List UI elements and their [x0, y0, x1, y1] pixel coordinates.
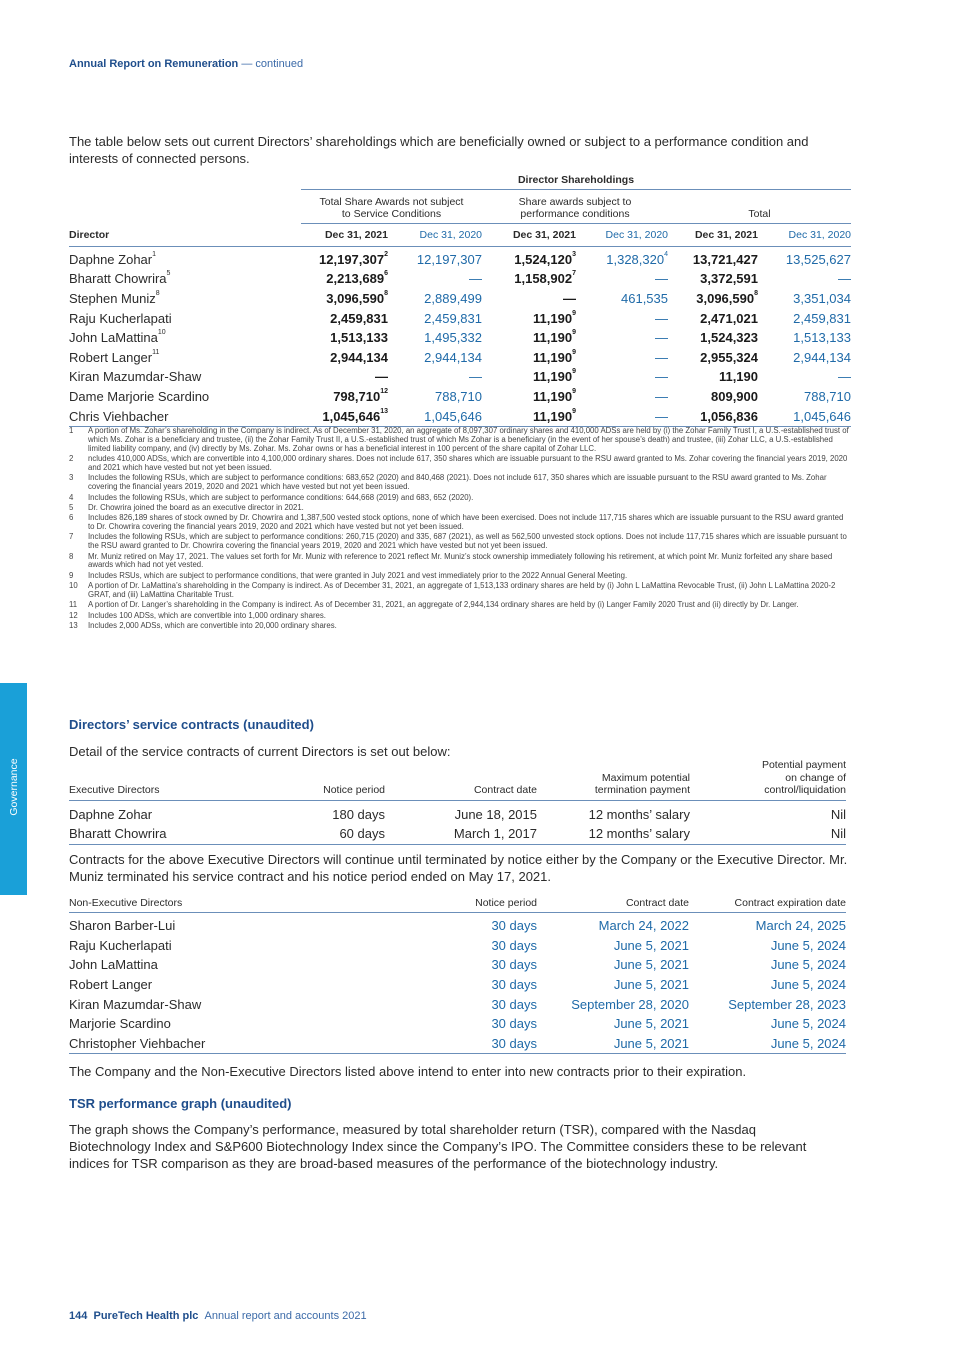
exec-header-max: Maximum potential termination payment [537, 759, 690, 800]
awards-2020-value: 2,944,134 [424, 349, 482, 365]
footnote-ref: 12 [380, 388, 388, 396]
footnote-text: A portion of Dr. Langer’s shareholding in the Company is indirect. As of December 31, 2021, an aggregate of 2,944,134 ordinary shares are held by (i) Langer Family 2020 Trust and (ii) directly by Dr. Langer. [88, 600, 799, 610]
contract-date: June 5, 2021 [613, 957, 689, 973]
awards-2021-value: 1,045,646 [322, 408, 381, 424]
shareholdings-table [69, 170, 851, 427]
director-name-value: John LaMattina [69, 330, 158, 346]
non-executive-contract-row [69, 975, 846, 995]
performance-2021-value: 11,190 [533, 369, 573, 385]
total-2020 [758, 289, 851, 309]
shareholding-row [69, 348, 851, 368]
max-termination-payment: 12 months’ salary [537, 824, 690, 844]
performance-2020 [576, 246, 668, 269]
footnote [69, 553, 851, 571]
awards-2021-value: 2,213,689 [326, 271, 385, 287]
awards-2020-value: 1,495,332 [424, 330, 482, 346]
footnote [69, 612, 851, 621]
non-executive-contract-row [69, 955, 846, 975]
shareholding-row [69, 387, 851, 407]
total-2020-value: 2,459,831 [793, 310, 851, 326]
non-executive-name: John LaMattina [69, 957, 158, 973]
total-2020 [758, 308, 851, 328]
side-tab-label: Governance [8, 758, 20, 816]
footnote-text: Includes the following RSUs, which are subject to performance conditions: 260,715 (2020) and 335, 687 (2021), as well as 562,500 unvested stock options. Does not include 117,715 shares which are issuable pursuant to the RSU award granted to Dr. Chowrira covering the financial years 2019, 2020 and 2021 which have vested but not yet been issued. [88, 532, 847, 551]
shareholding-row [69, 269, 851, 289]
performance-2021 [482, 308, 576, 328]
footnote [69, 622, 851, 631]
director-name [69, 289, 301, 309]
footnote-number: 1 [69, 426, 74, 435]
col-date: Dec 31, 2021 [301, 224, 388, 247]
director-name [69, 246, 301, 269]
total-2021-value: 2,471,021 [700, 310, 758, 326]
awards-2021 [301, 328, 388, 348]
executive-name: Daphne Zohar [69, 806, 153, 822]
contract-expiration-date: June 5, 2024 [770, 977, 846, 993]
performance-2021-value: 11,190 [533, 330, 573, 346]
footnotes [69, 427, 851, 632]
total-2020 [758, 367, 851, 387]
awards-2020 [388, 328, 482, 348]
change-of-control-payment: Nil [830, 806, 846, 822]
notice-period: 180 days [332, 806, 385, 822]
footer-company: PureTech Health plc [93, 1310, 199, 1322]
executive-contract-row [69, 824, 846, 844]
awards-2021-value: 2,944,134 [330, 349, 388, 365]
footnote-ref: 9 [572, 309, 576, 317]
awards-2021 [301, 269, 388, 289]
nonexec-header-notice: Notice period [389, 897, 537, 913]
nonexec-header-expiration: Contract expiration date [689, 897, 846, 913]
footnote-text: Includes 826,189 shares of stock owned by Dr. Chowrira and 1,387,500 vested stock options, none of which have been exercised. Does not include 117,715 shares which are issuable pursuant to the RSU award granted to Dr. Chowrira covering the financial years 2019, 2020 and 2021 which have vested but not yet been issued. [88, 513, 844, 532]
footnote-number: 7 [69, 532, 74, 542]
footnote-number: 3 [69, 473, 74, 483]
notice-period: 30 days [491, 977, 537, 993]
performance-2020-value: — [655, 408, 668, 424]
footnote-text: Includes 100 ADSs, which are convertible into 1,000 ordinary shares. [88, 610, 326, 620]
footnote-text: A portion of Dr. LaMattina’s shareholding in the Company is indirect. As of December 31, 2021, an aggregate of 1,513,133 ordinary shares are held by (i) John L LaMattina Revocable Trust, (ii) John L LaMattina 2020-2 GRAT, and (iii) LaMattina Charitable Trust. [88, 581, 836, 599]
exec-header-date: Contract date [385, 759, 537, 800]
total-2020-value: 2,944,134 [793, 349, 851, 365]
performance-2020 [576, 328, 668, 348]
non-executive-name: Raju Kucherlapati [69, 937, 172, 953]
col-group-performance: Share awards subject to performance conditions [482, 190, 668, 224]
contract-date: June 5, 2021 [613, 977, 689, 993]
performance-2020-value: 461,535 [621, 291, 668, 307]
contract-expiration-date: June 5, 2024 [770, 937, 846, 953]
awards-2021 [301, 406, 388, 426]
total-2021-value: 13,721,427 [692, 251, 758, 267]
notice-period: 30 days [491, 1016, 537, 1032]
contract-date: June 5, 2021 [613, 1016, 689, 1032]
awards-2020-value: 2,889,499 [424, 291, 482, 307]
shareholding-row [69, 289, 851, 309]
footnote-ref: 2 [384, 250, 388, 258]
contract-date: March 1, 2017 [385, 824, 537, 844]
director-name [69, 348, 301, 368]
footnote-ref: 7 [572, 270, 576, 278]
total-2020-value: — [838, 369, 851, 385]
director-name-value: Chris Viehbacher [69, 408, 169, 424]
running-header [69, 58, 303, 70]
performance-2021 [482, 289, 576, 309]
awards-2021 [301, 289, 388, 309]
contract-date: June 18, 2015 [454, 806, 537, 822]
performance-2020 [576, 269, 668, 289]
director-name [69, 269, 301, 289]
total-2021-value: 11,190 [718, 369, 758, 385]
awards-2020 [388, 308, 482, 328]
footnote-text: Includes 2,000 ADSs, which are convertible into 20,000 ordinary shares. [88, 620, 337, 630]
performance-2020-value: — [655, 369, 668, 385]
footnote [69, 504, 851, 513]
performance-2020 [576, 387, 668, 407]
footnote-ref: 4 [664, 250, 668, 258]
footnote-text: Includes the following RSUs, which are subject to performance conditions: 644,668 (2019) and 683, 652 (2020). [88, 492, 474, 502]
director-name-value: Bharatt Chowrira [69, 271, 167, 287]
executive-contracts-note: Contracts for the above Executive Directors will continue until terminated by notice either by the Company or the Executive Director. Mr. Muniz terminated his service contract and his notice period ended on May 17, 2021. [69, 852, 848, 884]
total-2021-value: 1,056,836 [700, 408, 758, 424]
footnote-number: 8 [69, 551, 74, 561]
footnote-ref: 9 [572, 329, 576, 337]
total-2021 [668, 367, 758, 387]
awards-2021 [301, 348, 388, 368]
performance-2020-value: 1,328,320 [606, 251, 665, 267]
total-2021 [668, 289, 758, 309]
footnote-number: 11 [69, 600, 78, 610]
awards-2020-value: 1,045,646 [424, 408, 482, 424]
service-contracts-heading: Directors’ service contracts (unaudited) [69, 717, 314, 732]
total-2021 [668, 406, 758, 426]
max-termination-payment: 12 months’ salary [588, 806, 690, 822]
performance-2021 [482, 246, 576, 269]
performance-2020-value: — [655, 271, 668, 287]
director-name [69, 406, 301, 426]
notice-period: 30 days [491, 937, 537, 953]
total-2020-value: 13,525,627 [785, 251, 851, 267]
director-name [69, 387, 301, 407]
total-2021-value: 3,096,590 [696, 291, 755, 307]
contract-date: September 28, 2020 [571, 996, 689, 1012]
non-executive-contract-row [69, 936, 846, 956]
footnote-ref: 11 [152, 348, 160, 356]
col-date: Dec 31, 2021 [482, 224, 576, 247]
director-name-value: Raju Kucherlapati [69, 310, 172, 326]
executive-contract-row [69, 800, 846, 824]
performance-2021-value: — [563, 291, 576, 307]
director-name [69, 367, 301, 387]
total-2021 [668, 269, 758, 289]
total-2020-value: 3,351,034 [793, 291, 851, 307]
executive-contracts-table [69, 759, 846, 845]
director-name [69, 328, 301, 348]
footnote-text: Includes the following RSUs, which are subject to performance conditions: 683,652 (2020) and 840,468 (2021). Does not include 617, 350 shares which are issuable pursuant to the RSU award granted to Ms. Zohar covering the financial years 2019, 2020 and 2021 which have vested but not yet been issued. [88, 473, 827, 492]
awards-2021-value: — [375, 369, 388, 385]
footnote [69, 455, 851, 473]
footnote [69, 601, 851, 610]
change-of-control-payment: Nil [690, 824, 846, 844]
shareholdings-intro: The table below sets out current Directors’ shareholdings which are beneficially owned or subject to a performance condition and interests of connected persons. [69, 134, 809, 166]
total-2020 [758, 406, 851, 426]
performance-2020 [576, 348, 668, 368]
footnote-ref: 10 [157, 329, 166, 337]
awards-2020-value: — [469, 271, 482, 287]
notice-period: 30 days [389, 1034, 537, 1054]
performance-2021-value: 11,190 [533, 310, 573, 326]
shareholding-row [69, 328, 851, 348]
non-executive-name: Robert Langer [69, 977, 153, 993]
footnote [69, 427, 851, 454]
col-group-service: Total Share Awards not subject to Service Conditions [301, 190, 482, 224]
service-contracts-intro: Detail of the service contracts of current Directors is set out below: [69, 744, 451, 759]
shareholding-row [69, 308, 851, 328]
tsr-heading: TSR performance graph (unaudited) [69, 1096, 292, 1111]
director-name-value: Daphne Zohar [69, 251, 153, 267]
awards-2021-value: 1,513,133 [330, 330, 388, 346]
executive-name: Bharatt Chowrira [69, 824, 279, 844]
total-2021-value: 3,372,591 [700, 271, 758, 287]
awards-2020-value: — [469, 369, 482, 385]
total-2020-value: 1,513,133 [793, 330, 851, 346]
performance-2021 [482, 328, 576, 348]
non-executive-contract-row [69, 913, 846, 936]
performance-2020-value: — [655, 349, 668, 365]
awards-2020 [388, 367, 482, 387]
footnote-number: 13 [69, 620, 78, 630]
group-title: Director Shareholdings [301, 170, 851, 190]
contract-expiration-date: March 24, 2025 [755, 918, 846, 934]
performance-2021-value: 11,190 [533, 349, 573, 365]
non-executive-name: Kiran Mazumdar-Shaw [69, 996, 202, 1012]
total-2021-value: 1,524,323 [700, 330, 758, 346]
total-2020-value: — [838, 271, 851, 287]
performance-2021-value: 11,190 [533, 408, 573, 424]
footnote-text: ncludes 410,000 ADSs, which are convertible into 4,100,000 ordinary shares. Does not include 617, 350 shares which are issuable pursuant to the RSU award granted to Ms. Zohar covering the financial years 2019, 2020 and 2021 which have vested but not yet been issued. [88, 454, 848, 473]
footnote-number: 12 [69, 610, 78, 620]
footnote [69, 572, 851, 581]
page-number: 144 [69, 1310, 88, 1322]
footnote-number: 10 [69, 581, 78, 591]
shareholding-row [69, 246, 851, 269]
total-2020 [758, 328, 851, 348]
footnote-ref: 8 [754, 290, 758, 298]
performance-2020 [576, 406, 668, 426]
director-name-value: Dame Marjorie Scardino [69, 389, 210, 405]
footnote-number: 6 [69, 513, 74, 523]
director-name-value: Kiran Mazumdar-Shaw [69, 369, 202, 385]
director-name-value: Stephen Muniz [69, 291, 156, 307]
performance-2021-value: 11,190 [533, 389, 573, 405]
footnote-number: 2 [69, 454, 74, 464]
contract-expiration-date: June 5, 2024 [689, 1034, 846, 1054]
director-name [69, 308, 301, 328]
non-executive-name: Christopher Viehbacher [69, 1034, 389, 1054]
contract-expiration-date: June 5, 2024 [770, 957, 846, 973]
notice-period: 30 days [491, 918, 537, 934]
footnote-ref: 8 [384, 290, 388, 298]
director-header: Director [69, 224, 301, 247]
total-2020 [758, 269, 851, 289]
awards-2021 [301, 367, 388, 387]
non-executive-contracts-table [69, 897, 846, 1054]
awards-2020-value: 12,197,307 [416, 251, 482, 267]
non-executive-contract-row [69, 1034, 846, 1054]
contract-date: June 5, 2021 [537, 1034, 689, 1054]
total-2020 [758, 246, 851, 269]
performance-2021-value: 1,158,902 [514, 271, 573, 287]
performance-2020-value: — [655, 389, 668, 405]
awards-2021 [301, 246, 388, 269]
footnote-ref: 1 [152, 250, 157, 258]
non-executive-name: Marjorie Scardino [69, 1016, 171, 1032]
col-date: Dec 31, 2021 [668, 224, 758, 247]
awards-2020-value: 2,459,831 [424, 310, 482, 326]
performance-2020 [576, 367, 668, 387]
awards-2021 [301, 308, 388, 328]
col-date: Dec 31, 2020 [576, 224, 668, 247]
total-2021 [668, 348, 758, 368]
awards-2021-value: 2,459,831 [330, 310, 388, 326]
awards-2021-value: 798,710 [333, 389, 381, 405]
performance-2020-value: — [655, 310, 668, 326]
nonexec-header-name: Non-Executive Directors [69, 897, 389, 913]
director-name-value: Robert Langer [69, 349, 153, 365]
performance-2021 [482, 367, 576, 387]
total-2020 [758, 348, 851, 368]
footnote-number: 9 [69, 570, 74, 580]
col-date: Dec 31, 2020 [388, 224, 482, 247]
footnote [69, 533, 851, 551]
performance-2021 [482, 348, 576, 368]
non-executive-contract-row [69, 1014, 846, 1034]
footnote [69, 494, 851, 503]
section-side-tab [0, 683, 27, 895]
awards-2020-value: 788,710 [435, 389, 482, 405]
exec-header-change: Potential payment on change of control/liquidation [690, 759, 846, 800]
awards-2020 [388, 348, 482, 368]
performance-2020 [576, 308, 668, 328]
running-header-section: Annual Report on Remuneration [69, 58, 239, 70]
performance-2021 [482, 269, 576, 289]
col-group-total: Total [668, 190, 851, 224]
footer-document: Annual report and accounts 2021 [204, 1310, 367, 1322]
total-2020 [758, 387, 851, 407]
running-header-continued: — continued [238, 58, 304, 70]
footnote-ref: 5 [166, 270, 171, 278]
awards-2020 [388, 246, 482, 269]
footnote-ref: 9 [572, 348, 576, 356]
footnote-ref: 6 [384, 270, 388, 278]
footnote [69, 474, 851, 492]
awards-2020 [388, 387, 482, 407]
total-2020-value: 1,045,646 [793, 408, 851, 424]
nonexec-header-date: Contract date [537, 897, 689, 913]
page-footer [69, 1310, 367, 1322]
performance-2021-value: 1,524,120 [514, 251, 573, 267]
non-executive-contract-row [69, 994, 846, 1014]
contract-date: June 5, 2021 [613, 937, 689, 953]
awards-2020 [388, 269, 482, 289]
total-2021-value: 809,900 [711, 389, 758, 405]
performance-2021 [482, 406, 576, 426]
total-2021 [668, 246, 758, 269]
footnote-ref: 3 [572, 250, 576, 258]
footnote-ref: 9 [572, 388, 576, 396]
performance-2021 [482, 387, 576, 407]
footnote-ref: 9 [572, 407, 576, 415]
footnote-ref: 8 [155, 290, 160, 298]
exec-header-name: Executive Directors [69, 759, 279, 800]
total-2021 [668, 308, 758, 328]
footnote-text: Mr. Muniz retired on May 17, 2021. The values set forth for Mr. Muniz with reference to 2021 reflect Mr. Muniz’s stock ownership immediately following his retirement, at which point Mr. Muniz forfeited any share based awards which had not yet vested. [88, 551, 833, 570]
contract-expiration-date: September 28, 2023 [728, 996, 846, 1012]
exec-header-notice: Notice period [279, 759, 385, 800]
awards-2020 [388, 406, 482, 426]
notice-period: 30 days [491, 957, 537, 973]
awards-2021-value: 3,096,590 [326, 291, 385, 307]
shareholding-row [69, 406, 851, 426]
footnote-number: 5 [69, 502, 74, 512]
footnote-number: 4 [69, 492, 74, 502]
performance-2020 [576, 289, 668, 309]
total-2020-value: 788,710 [804, 389, 851, 405]
total-2021-value: 2,955,324 [700, 349, 758, 365]
shareholding-row [69, 367, 851, 387]
total-2021 [668, 387, 758, 407]
footnote [69, 582, 851, 600]
footnote-ref: 13 [380, 407, 388, 415]
notice-period: 60 days [279, 824, 385, 844]
contract-expiration-date: June 5, 2024 [770, 1016, 846, 1032]
tsr-body: The graph shows the Company’s performance, measured by total shareholder return (TSR), compared with the Nasdaq Biotechnology Index and S&P600 Biotechnology Index since the Company’s IPO. The Committee considers these to be relevant indices for TSR comparison as they are broad-based measures of the performance of the biotechnology industry. [69, 1122, 807, 1171]
footnote-text: A portion of Ms. Zohar’s shareholding in the Company is indirect. As of December 31, 2020, an aggregate of 8,097,307 ordinary shares and 410,000 ADSs are held by (i) the Zohar Family Trust I, a U.S.-established trust of which Ms. Zohar is a beneficiary and trustee, (ii) the Zohar Family Trust II, a U.S.-established trust of which Ms Zohar is a beneficiary (in the event of her spouse’s death) and trustee, (iii) Zohar LLC, a U.S.-established limited liability company, and (iv) directly by Ms. Zohar. Ms. Zohar owns or has a beneficial interest in 100 percent of the share capital of Zohar LLC. [88, 426, 849, 453]
non-executive-name: Sharon Barber-Lui [69, 918, 176, 934]
non-executive-contracts-note: The Company and the Non-Executive Directors listed above intend to enter into new contracts prior to their expiration. [69, 1064, 747, 1079]
footnote-ref: 9 [572, 368, 576, 376]
footnote-text: Dr. Chowrira joined the board as an executive director in 2021. [88, 502, 304, 512]
footnote [69, 514, 851, 532]
awards-2021 [301, 387, 388, 407]
footnote-text: Includes RSUs, which are subject to performance conditions, that were granted in July 2021 and vest immediately prior to the 2022 Annual General Meeting. [88, 570, 628, 580]
awards-2020 [388, 289, 482, 309]
awards-2021-value: 12,197,307 [319, 251, 385, 267]
notice-period: 30 days [491, 996, 537, 1012]
contract-date: March 24, 2022 [598, 918, 689, 934]
performance-2020-value: — [655, 330, 668, 346]
col-date: Dec 31, 2020 [758, 224, 851, 247]
total-2021 [668, 328, 758, 348]
